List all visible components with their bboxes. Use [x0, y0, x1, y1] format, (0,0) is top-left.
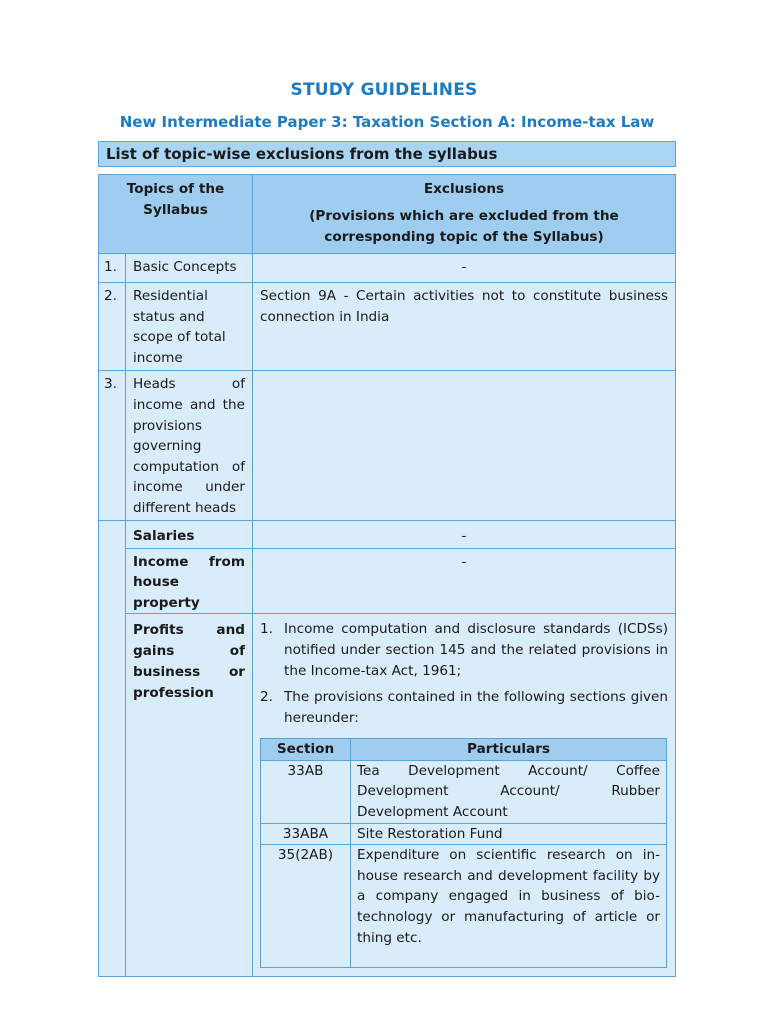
subrow-exclusion: - — [253, 520, 676, 548]
subrow-exclusion — [253, 614, 676, 977]
table-subrow — [99, 548, 676, 614]
row-exclusion: Section 9A - Certain activities not to constitute business connection in India — [253, 283, 676, 371]
section-particulars: Site Restoration Fund — [351, 823, 667, 845]
header-section: Section — [261, 739, 351, 761]
table-row — [99, 371, 676, 520]
table-row — [261, 760, 667, 823]
row-topic: Heads of income and the provisions governing computation of income under different heads — [126, 371, 253, 520]
row-exclusion — [253, 371, 676, 520]
list-item: 1. Income computation and disclosure standards (ICDSs) notified under section 145 and the related provisions in the Income-tax Act, 1961; — [260, 621, 668, 679]
header-topics: Topics of the Syllabus — [99, 175, 253, 254]
subrow-topic: Income from house property — [126, 548, 253, 614]
subrow-topic: Profits and gains of business or profession — [126, 614, 253, 977]
section-code: 33AB — [261, 760, 351, 823]
row-topic: Basic Concepts — [126, 254, 253, 283]
row-number-spacer — [99, 520, 126, 977]
sections-header-row — [261, 739, 667, 761]
section-particulars: Expenditure on scientific research on in-house research and development facility by a company engaged in business of bio-technology or manufacturing of article or thing etc. — [351, 845, 667, 968]
page-title: STUDY GUIDELINES — [290, 80, 478, 100]
row-number: 2. — [99, 283, 126, 371]
table-subrow — [99, 520, 676, 548]
section-particulars: Tea Development Account/ Coffee Development Account/ Rubber Development Account — [351, 760, 667, 823]
row-topic: Residential status and scope of total income — [126, 283, 253, 371]
row-exclusion: - — [253, 254, 676, 283]
subrow-topic: Salaries — [126, 520, 253, 548]
page-subtitle: New Intermediate Paper 3: Taxation Section A: Income-tax Law — [119, 113, 655, 131]
row-number: 1. — [99, 254, 126, 283]
subrow-exclusion: - — [253, 548, 676, 614]
table-row — [261, 845, 667, 968]
header-particulars: Particulars — [351, 739, 667, 761]
table-row — [99, 283, 676, 371]
list-header: List of topic-wise exclusions from the syllabus — [98, 141, 676, 167]
exclusions-table — [98, 174, 676, 977]
table-subrow — [99, 614, 676, 977]
exclusion-list — [260, 619, 668, 728]
sections-table — [260, 738, 667, 968]
list-item: 2. The provisions contained in the following sections given hereunder: — [260, 689, 668, 726]
section-code: 35(2AB) — [261, 845, 351, 968]
table-header-row — [99, 175, 676, 254]
header-exclusions: Exclusions (Provisions which are excluded from the corresponding topic of the Syllabus) — [253, 175, 676, 254]
row-number: 3. — [99, 371, 126, 520]
table-row — [261, 823, 667, 845]
table-row — [99, 254, 676, 283]
section-code: 33ABA — [261, 823, 351, 845]
